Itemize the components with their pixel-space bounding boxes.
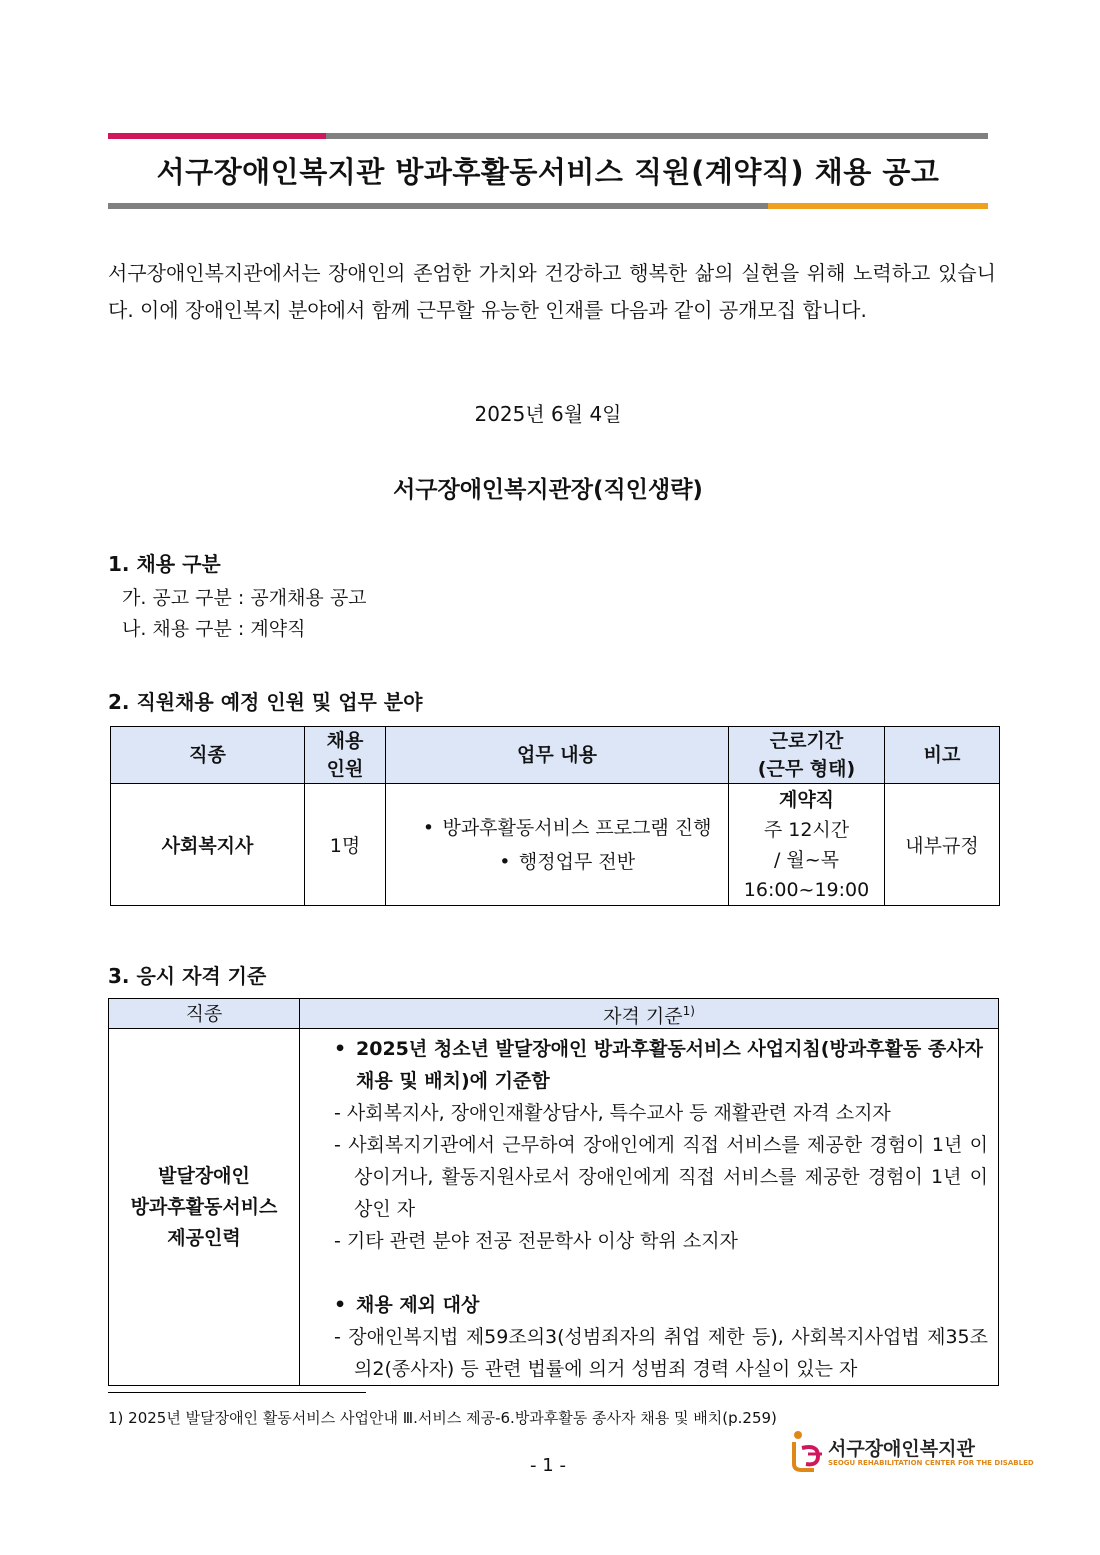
header-period: 근로기간 (근무 형태) [729,727,885,784]
title-top-rule-accent [108,133,326,139]
criteria-detail: - 사회복지사, 장애인재활상담사, 특수교사 등 재활관련 자격 소지자 [334,1102,891,1125]
cell-criteria [300,1029,999,1386]
header-job: 직종 [109,999,300,1029]
page-title: 서구장애인복지관 방과후활동서비스 직원(계약직) 채용 공고 [156,155,940,189]
logo-subtitle: SEOGU REHABILITATION CENTER FOR THE DISABLED [828,1459,1034,1467]
exclusion-title: • 채용 제외 대상 [334,1289,988,1321]
section3-heading: 3. 응시 자격 기준 [108,964,267,988]
title-top-rule [108,133,988,139]
footnote: 1) 2025년 발달장애인 활동서비스 사업안내 Ⅲ.서비스 제공-6.방과후활동 종사자 채용 및 배치(p.259) [108,1409,777,1427]
issuer-name: 서구장애인복지관장(직인생략) [393,477,703,503]
recruitment-table [110,726,1000,906]
footnote-marker: 1) [682,1004,695,1018]
cell-duties [386,784,729,906]
header-note: 비고 [885,727,1000,784]
header-count: 채용 인원 [305,727,386,784]
cell-note: 내부규정 [885,784,1000,906]
section1-item-hire-type: 나. 채용 구분 : 계약직 [122,618,306,640]
section1-heading: 1. 채용 구분 [108,552,221,576]
cell-period: 계약직 주 12시간 / 월~목 16:00~19:00 [729,784,885,906]
title-bottom-rule-accent [768,203,988,209]
header-duty: 업무 내용 [386,727,729,784]
cell-job: 사회복지사 [111,784,305,906]
header-job: 직종 [111,727,305,784]
announcement-date: 2025년 6월 4일 [474,402,622,426]
section2-heading: 2. 직원채용 예정 인원 및 업무 분야 [108,690,423,714]
qualification-table-header [109,999,999,1029]
exclusion-detail: - 장애인복지법 제59조의3(성범죄자의 취업 제한 등), 사회복지사업법 제35조의2(종사자) 등 관련 법률에 의거 성범죄 경력 사실이 있는 자 [334,1326,988,1381]
intro-paragraph: 서구장애인복지관에서는 장애인의 존엄한 가치와 건강하고 행복한 삶의 실현을 위해 노력하고 있습니다. 이에 장애인복지 분야에서 함께 근무할 유능한 인재를 다음과 같이 공개모집 합니다. [108,261,996,322]
table-row [109,1029,999,1386]
logo-name: 서구장애인복지관 [828,1438,975,1460]
page-number: - 1 - [530,1455,566,1476]
qualification-table [108,998,999,1386]
criteria-detail: - 사회복지기관에서 근무하여 장애인에게 직접 서비스를 제공한 경험이 1년 이상이거나, 활동지원사로서 장애인에게 직접 서비스를 제공한 경험이 1년 이상인 자 [334,1134,988,1221]
duty-item: • 방과후활동서비스 프로그램 진행 [398,811,728,845]
recruitment-table-header [111,727,1000,784]
criteria-detail: - 기타 관련 분야 전공 전문학사 이상 학위 소지자 [334,1230,738,1253]
header-criteria: 자격 기준$^{1)}$ [300,999,999,1029]
cell-job: 발달장애인 방과후활동서비스 제공인력 [109,1029,300,1386]
cell-count: 1명 [305,784,386,906]
table-row [111,784,1000,906]
criteria-basis: • 2025년 청소년 발달장애인 방과후활동서비스 사업지침(방과후활동 종사자 채용 및 배치)에 기준함 [334,1033,988,1097]
section1-item-notice-type: 가. 공고 구분 : 공개채용 공고 [122,587,367,609]
title-bottom-rule [108,203,988,209]
footnote-divider [108,1392,366,1393]
duty-item: • 행정업무 전반 [398,845,728,879]
